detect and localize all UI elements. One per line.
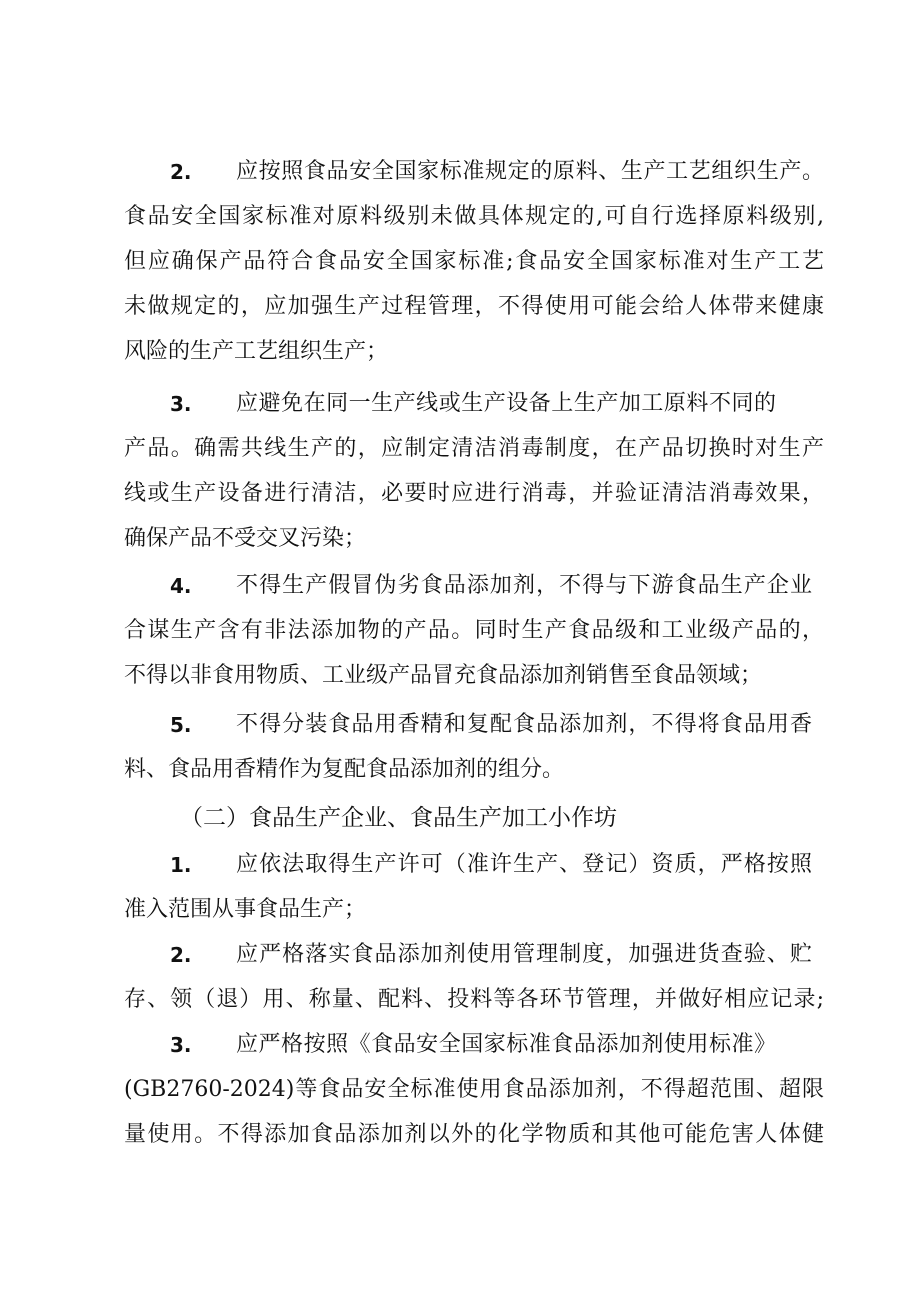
item-number: 2. — [170, 943, 192, 967]
paragraph-line: 未做规定的，应加强生产过程管理，不得使用可能会给人体带来健康 — [124, 294, 824, 319]
item-number: 3. — [170, 392, 192, 416]
item-number: 4. — [170, 574, 192, 598]
paragraph-line: 不得生产假冒伪劣食品添加剂，不得与下游食品生产企业 — [236, 573, 812, 598]
paragraph-line: 但应确保产品符合食品安全国家标准;食品安全国家标准对生产工艺 — [124, 249, 824, 274]
item-number: 1. — [170, 853, 192, 877]
paragraph-line: 应避免在同一生产线或生产设备上生产加工原料不同的 — [236, 391, 776, 416]
paragraph-line: 准入范围从事食品生产； — [124, 897, 367, 922]
paragraph-line: 产品。确需共线生产的，应制定清洁消毒制度，在产品切换时对生产 — [124, 436, 824, 461]
paragraph-line: 应按照食品安全国家标准规定的原料、生产工艺组织生产。 — [236, 159, 824, 184]
paragraph-line: 量使用。不得添加食品添加剂以外的化学物质和其他可能危害人体健 — [124, 1122, 824, 1147]
paragraph-line: (GB2760-2024)等食品安全标准使用食品添加剂，不得超范围、超限 — [124, 1077, 824, 1102]
paragraph-line: 料、食品用香精作为复配食品添加剂的组分。 — [124, 757, 565, 782]
item-number: 3. — [170, 1033, 192, 1057]
section-heading: （二）食品生产企业、食品生产加工小作坊 — [180, 805, 617, 831]
paragraph-line: 确保产品不受交叉污染； — [124, 526, 367, 551]
paragraph-line: 不得以非食用物质、工业级产品冒充食品添加剂销售至食品领域； — [124, 663, 763, 688]
paragraph-line: 应严格落实食品添加剂使用管理制度，加强进货查验、贮 — [236, 942, 812, 967]
item-number: 2. — [170, 160, 192, 184]
paragraph-line: 存、领（退）用、称量、配料、投料等各环节管理，并做好相应记录; — [124, 987, 824, 1012]
item-number: 5. — [170, 713, 192, 737]
paragraph-line: 食品安全国家标准对原料级别未做具体规定的,可自行选择原料级别, — [124, 204, 824, 229]
paragraph-line: 风险的生产工艺组织生产； — [124, 339, 389, 364]
paragraph-line: 合谋生产含有非法添加物的产品。同时生产食品级和工业级产品的， — [124, 618, 824, 643]
paragraph-line: 应依法取得生产许可（准许生产、登记）资质，严格按照 — [236, 852, 812, 877]
paragraph-line: 应严格按照《食品安全国家标准食品添加剂使用标准》 — [236, 1032, 776, 1057]
paragraph-line: 线或生产设备进行清洁，必要时应进行消毒，并验证清洁消毒效果， — [124, 481, 824, 506]
paragraph-line: 不得分装食品用香精和复配食品添加剂，不得将食品用香 — [236, 712, 812, 737]
